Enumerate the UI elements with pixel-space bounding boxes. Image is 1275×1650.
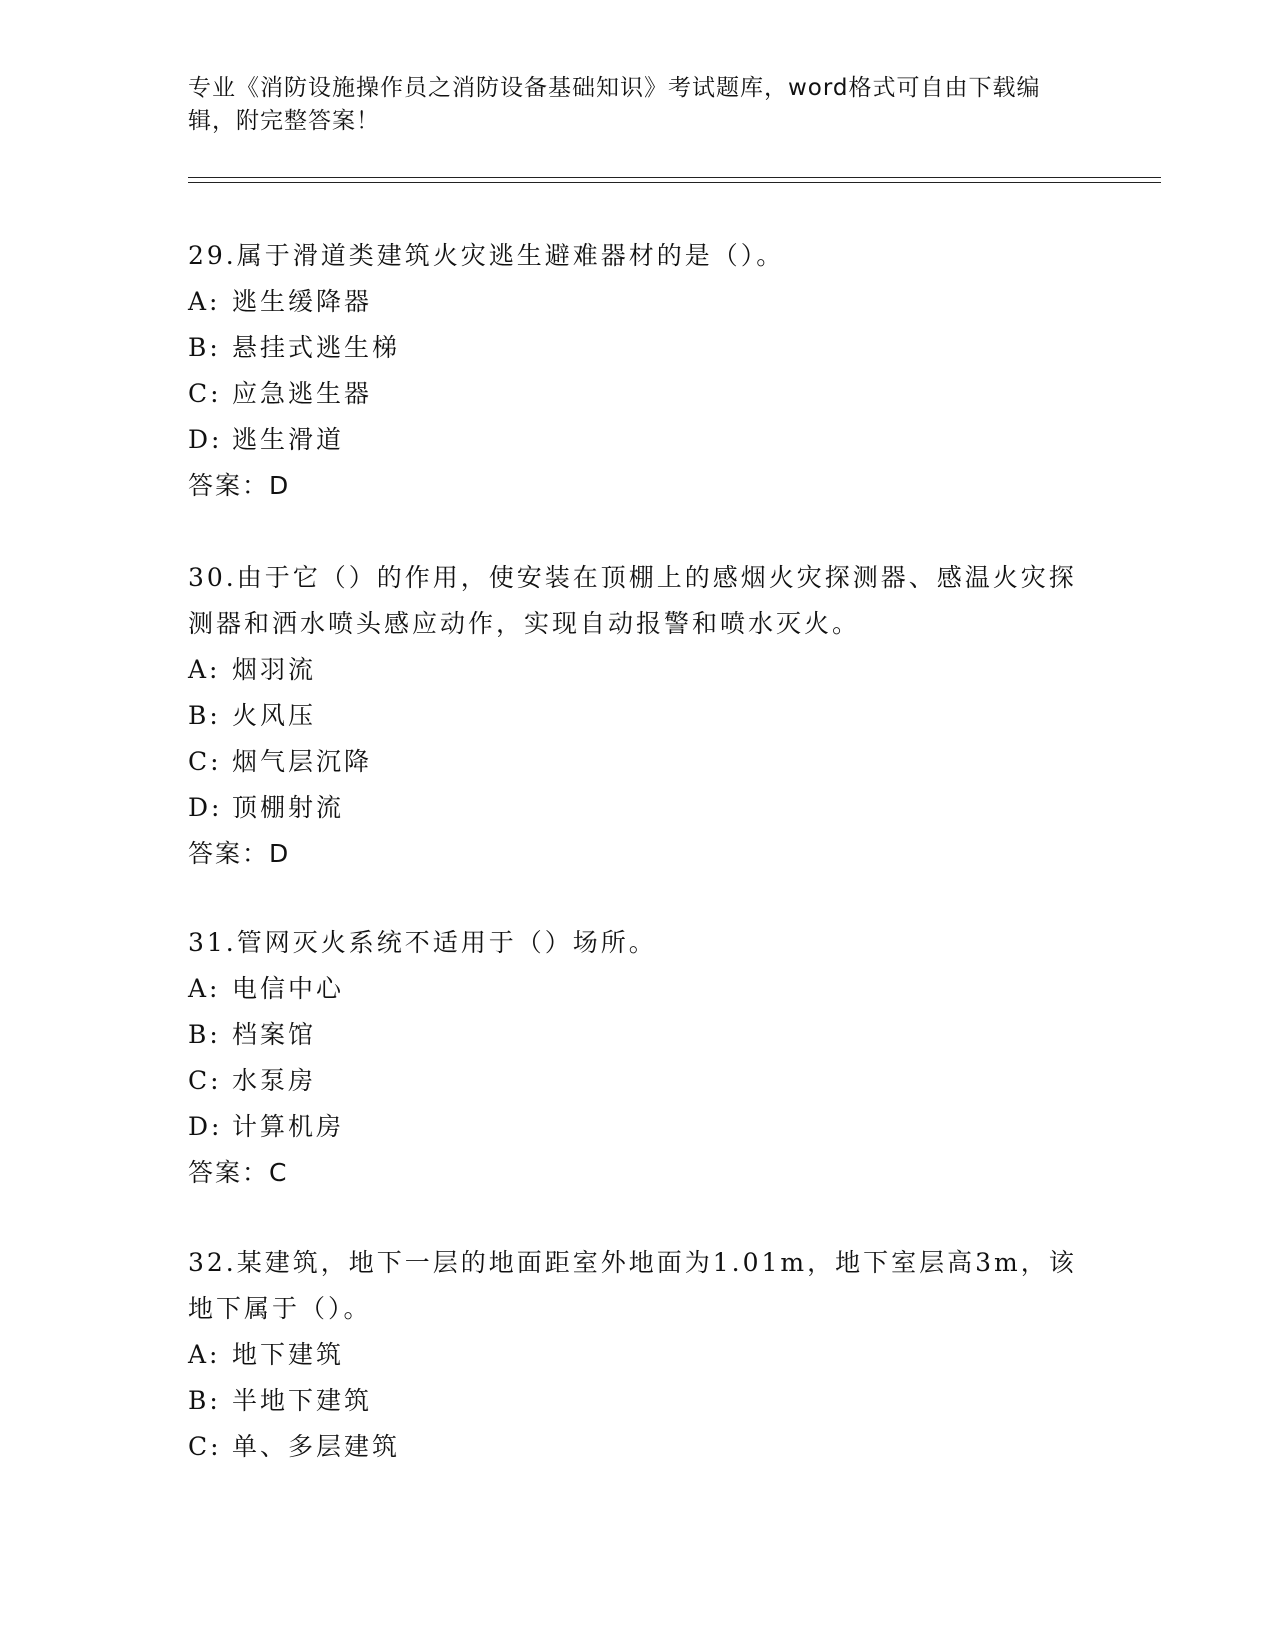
option-letter: B: xyxy=(188,701,221,730)
option-text: 档案馆 xyxy=(232,1020,317,1049)
option-letter: C: xyxy=(188,1432,222,1461)
option-text: 逃生滑道 xyxy=(232,425,345,454)
option-a xyxy=(188,966,1088,1012)
option-letter: D: xyxy=(188,1112,223,1141)
question-29 xyxy=(188,233,1088,509)
option-letter: A: xyxy=(188,655,221,684)
option-text: 烟羽流 xyxy=(232,655,317,684)
option-b xyxy=(188,1012,1088,1058)
option-text: 地下建筑 xyxy=(232,1340,345,1369)
option-d xyxy=(188,785,1088,831)
option-letter: A: xyxy=(188,974,221,1003)
option-text: 水泵房 xyxy=(232,1066,317,1095)
option-text: 电信中心 xyxy=(232,974,345,1003)
option-c xyxy=(188,371,1088,417)
option-text: 悬挂式逃生梯 xyxy=(232,333,401,362)
option-letter: B: xyxy=(188,1020,221,1049)
option-text: 顶棚射流 xyxy=(232,793,345,822)
option-text: 烟气层沉降 xyxy=(232,747,373,776)
option-d xyxy=(188,1104,1088,1150)
option-b xyxy=(188,693,1088,739)
question-text: 31.管网灭火系统不适用于（）场所。 xyxy=(188,928,657,957)
question-31 xyxy=(188,920,1088,1196)
question-text: 32.某建筑，地下一层的地面距室外地面为1.01m，地下室层高3m，该地下属于（）。 xyxy=(188,1248,1077,1323)
option-c xyxy=(188,739,1088,785)
option-text: 逃生缓降器 xyxy=(232,287,373,316)
option-letter: A: xyxy=(188,1340,221,1369)
option-text: 半地下建筑 xyxy=(232,1386,373,1415)
option-a xyxy=(188,279,1088,325)
answer-line: 答案：D xyxy=(188,839,291,868)
option-letter: D: xyxy=(188,793,223,822)
option-c xyxy=(188,1058,1088,1104)
answer-line: 答案：D xyxy=(188,471,291,500)
header-divider-bottom xyxy=(188,182,1161,183)
question-30 xyxy=(188,555,1088,877)
option-letter: A: xyxy=(188,287,221,316)
option-d xyxy=(188,417,1088,463)
question-text: 30.由于它（）的作用，使安装在顶棚上的感烟火灾探测器、感温火灾探测器和洒水喷头感应动作，实现自动报警和喷水灭火。 xyxy=(188,563,1077,638)
header-divider-top xyxy=(188,177,1161,178)
option-letter: C: xyxy=(188,1066,222,1095)
option-text: 单、多层建筑 xyxy=(232,1432,401,1461)
option-letter: C: xyxy=(188,747,222,776)
question-text: 29.属于滑道类建筑火灾逃生避难器材的是（）。 xyxy=(188,241,785,270)
option-letter: C: xyxy=(188,379,222,408)
option-letter: D: xyxy=(188,425,223,454)
option-text: 火风压 xyxy=(232,701,317,730)
option-b xyxy=(188,1378,1088,1424)
option-b xyxy=(188,325,1088,371)
answer-line: 答案：C xyxy=(188,1158,289,1187)
option-a xyxy=(188,647,1088,693)
header-line-1: 专业《消防设施操作员之消防设备基础知识》考试题库，word格式可自由下载编 xyxy=(188,75,1041,101)
option-letter: B: xyxy=(188,333,221,362)
option-a xyxy=(188,1332,1088,1378)
document-header xyxy=(188,72,1068,138)
option-text: 应急逃生器 xyxy=(232,379,373,408)
option-text: 计算机房 xyxy=(232,1112,345,1141)
header-line-2: 辑，附完整答案！ xyxy=(188,108,380,134)
option-c xyxy=(188,1424,1088,1470)
question-32 xyxy=(188,1240,1088,1470)
option-letter: B: xyxy=(188,1386,221,1415)
